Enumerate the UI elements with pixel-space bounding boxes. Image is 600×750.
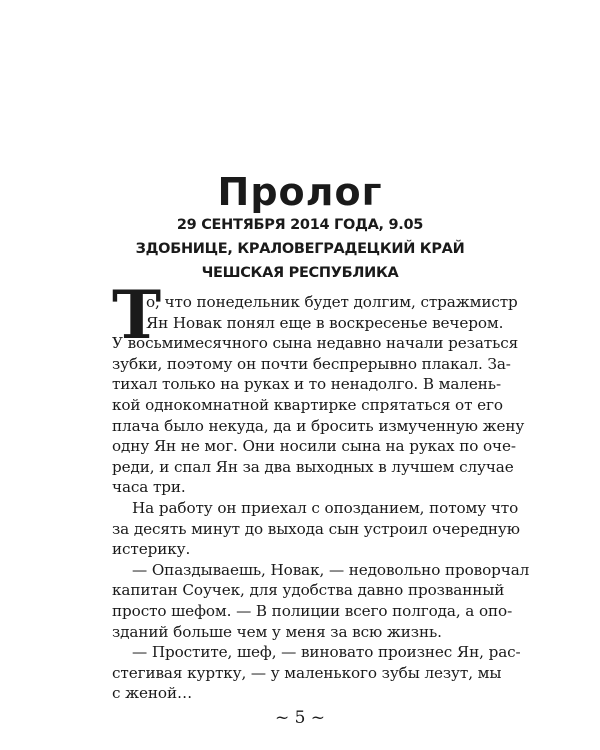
chapter-place: ЗДОБНИЦЕ, КРАЛОВЕГРАДЕЦКИЙ КРАЙ	[135, 241, 465, 257]
chapter-title: Пролог	[217, 170, 383, 214]
text-line: реди, и спал Ян за два выходных в лучшем случае	[112, 457, 514, 476]
paragraph-1	[112, 292, 518, 333]
paragraph-3-cont	[112, 601, 513, 622]
chapter-date-time: 29 СЕНТЯБРЯ 2014 ГОДА, 9.05	[176, 217, 424, 233]
paragraph-1-cont	[112, 333, 525, 498]
text-line: зубки, поэтому он почти беспрерывно плакал. За-	[112, 354, 511, 373]
text-line: стегивая куртку, — у маленького зубы лезут, мы	[112, 663, 502, 682]
text-line: плача было некуда, да и бросить измученную жену	[112, 416, 525, 435]
text-line: зданий больше чем у меня за всю жизнь.	[112, 622, 442, 641]
text-line: — Простите, шеф, — виновато произнес Ян, рас-	[132, 643, 521, 662]
text-line: капитан Соучек, для удобства давно прозванный	[112, 581, 505, 600]
paragraph-3	[112, 560, 530, 601]
text-line: истерику.	[112, 540, 191, 559]
paragraph-2	[112, 498, 520, 560]
text-line: о, что понедельник будет долгим, стражмистр	[146, 293, 518, 311]
text-line: просто шефом. — В полиции всего полгода, а опо-	[112, 602, 513, 620]
drop-cap: Т	[112, 276, 162, 354]
text-line: за десять минут до выхода сын устроил очередную	[112, 519, 520, 538]
text-line: — Опаздываешь, Новак, — недовольно проворчал	[132, 560, 530, 579]
text-line: Ян Новак понял еще в воскресенье вечером.	[146, 313, 504, 332]
text-line: часа три.	[112, 478, 186, 497]
text-line: На работу он приехал с опозданием, потому что	[132, 499, 519, 517]
page-number: ~ 5 ~	[274, 708, 326, 728]
text-line: У восьмимесячного сына недавно начали резаться	[112, 334, 519, 353]
chapter-country: ЧЕШСКАЯ РЕСПУБЛИКА	[201, 265, 399, 281]
text-line: кой однокомнатной квартирке спрятаться от его	[112, 395, 503, 414]
text-line: одну Ян не мог. Они носили сына на руках по оче-	[112, 437, 516, 456]
text-line: тихал только на руках и то ненадолго. В малень-	[112, 375, 501, 394]
text-line: с женой…	[112, 684, 193, 703]
paragraph-3-end	[112, 622, 521, 704]
